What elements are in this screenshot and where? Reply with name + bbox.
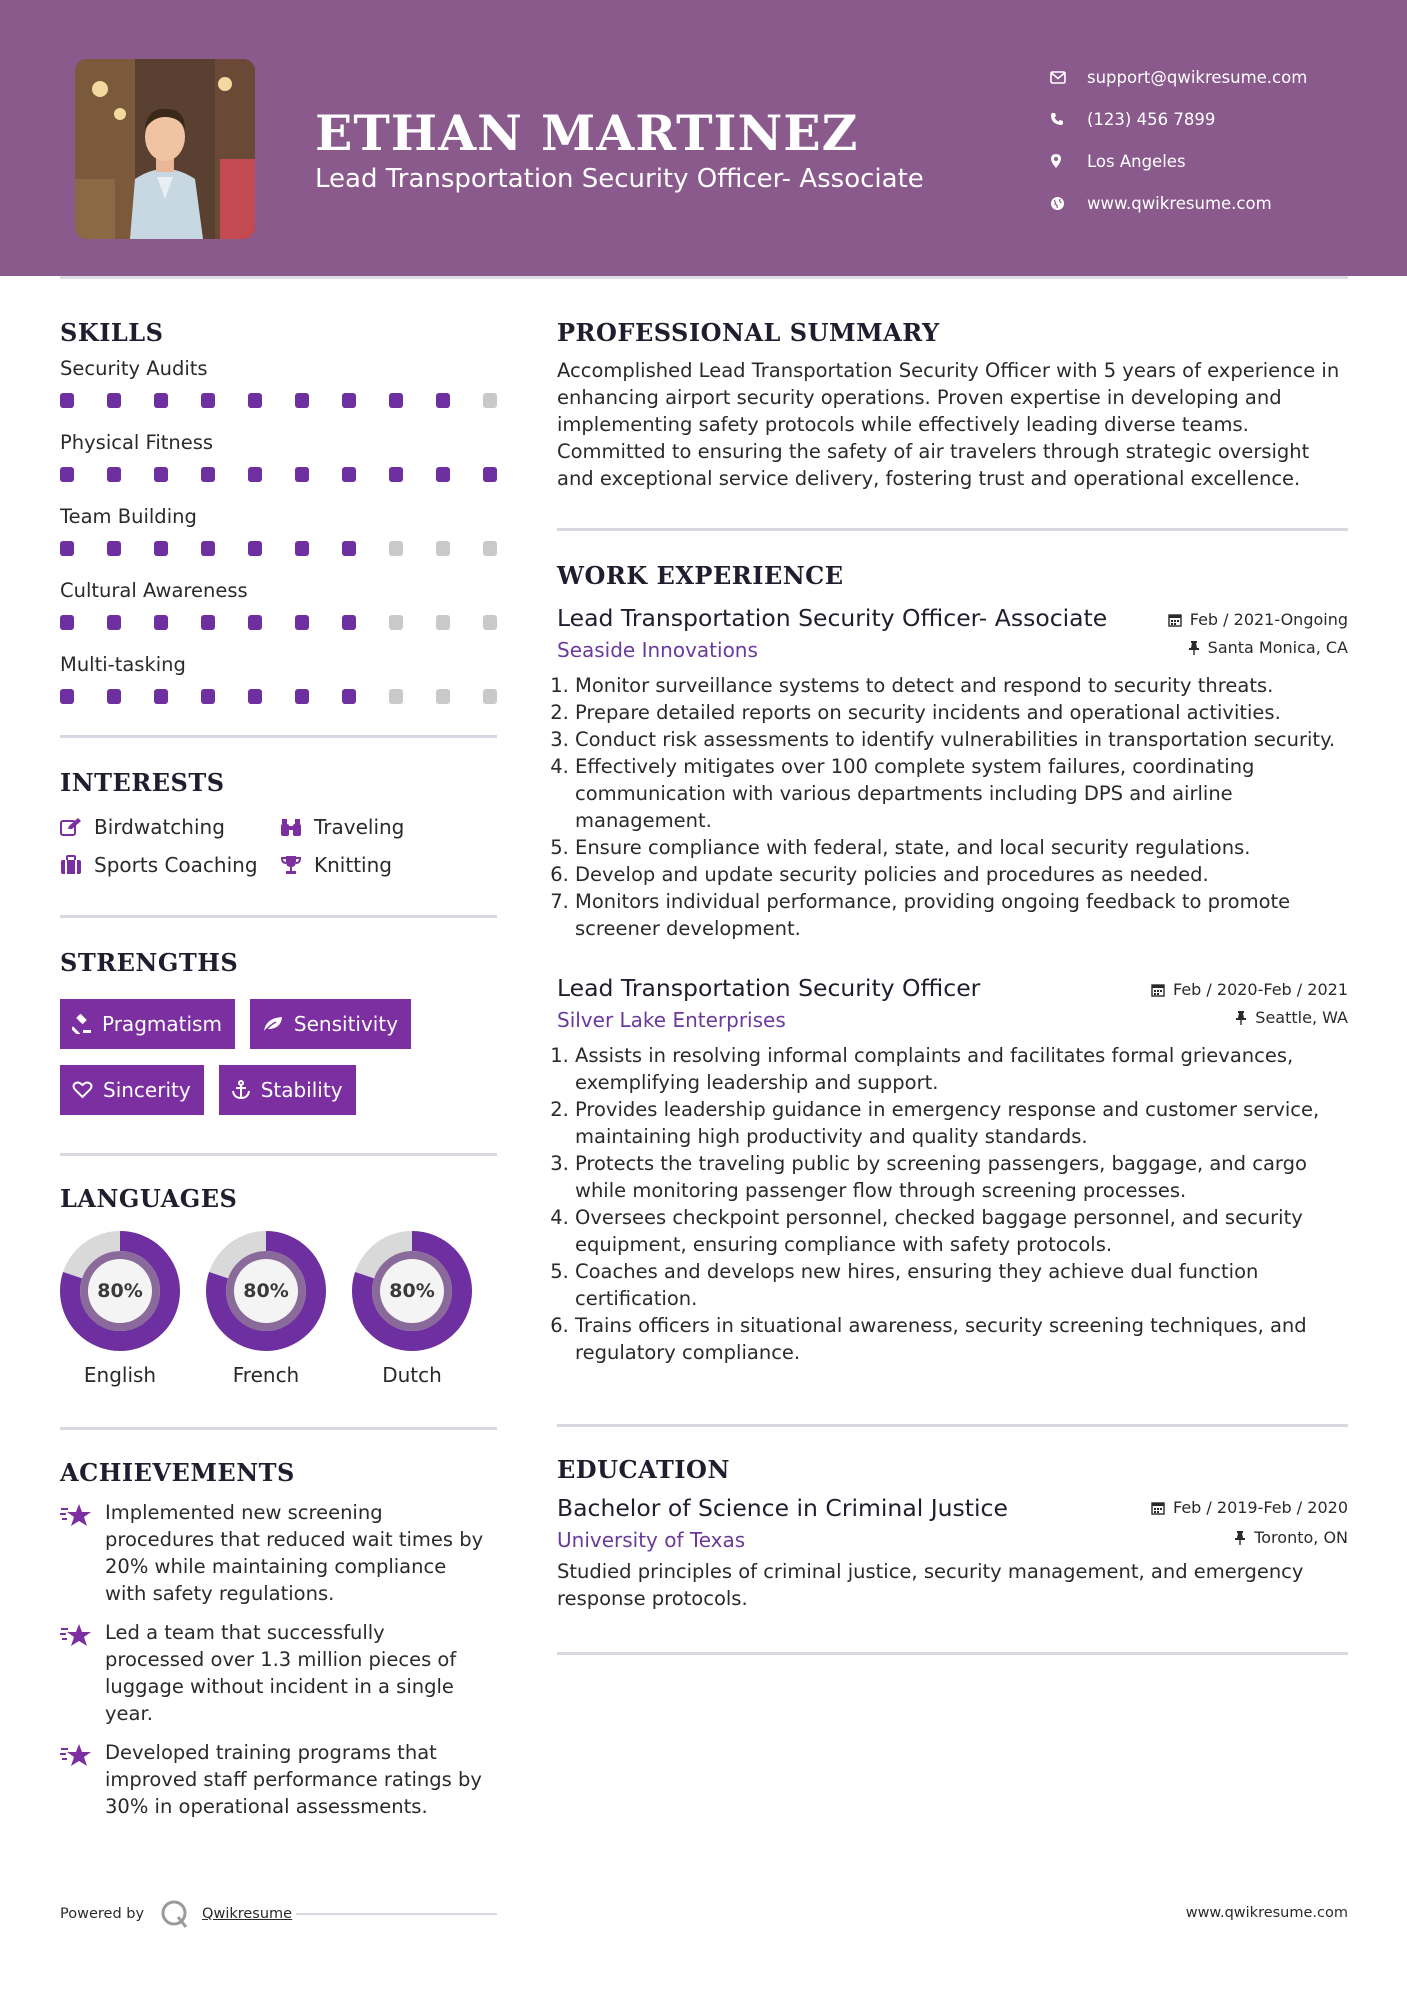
job-dates-text: Feb / 2021-Ongoing [1189, 610, 1348, 629]
rating-dot-filled [389, 393, 403, 408]
achievement-item [60, 1739, 497, 1820]
skill-rating [60, 385, 497, 427]
education-location [1234, 1528, 1348, 1547]
duty-item: 6. Trains officers in situational awareness, security screening techniques, and regulatory compliance. [575, 1312, 1348, 1366]
section-divider [60, 1153, 497, 1156]
resume-header [0, 0, 1407, 276]
job-entry [557, 604, 1348, 942]
footer-url[interactable]: www.qwikresume.com [1185, 1905, 1348, 1921]
strength-label: Pragmatism [102, 1012, 222, 1036]
gavel-icon [72, 1014, 92, 1034]
rating-dot-filled [60, 393, 74, 408]
leaf-icon [262, 1015, 284, 1033]
rating-dot-filled [436, 467, 450, 482]
job-location-text: Santa Monica, CA [1207, 638, 1348, 657]
duty-item: 1. Assists in resolving informal complaints and facilitates formal grievances, exemplifying leadership and support. [575, 1042, 1348, 1096]
contact-phone[interactable] [1050, 98, 1390, 140]
education-title: EDUCATION [557, 1455, 730, 1484]
qwikresume-logo-icon [158, 1897, 192, 1931]
contact-website-text: www.qwikresume.com [1087, 193, 1272, 213]
education-subheader [557, 1528, 1348, 1552]
rating-dot-filled [248, 393, 262, 408]
interest-label: Knitting [314, 853, 392, 877]
section-divider [557, 1424, 1348, 1427]
summary-section [557, 318, 1348, 492]
job-header [557, 604, 1348, 632]
section-divider [60, 1427, 497, 1430]
rating-dot-filled [295, 615, 309, 630]
skill-rating [60, 459, 497, 501]
rating-dot-filled [107, 541, 121, 556]
job-location [1235, 1008, 1348, 1027]
heart-icon [72, 1081, 93, 1099]
skill-rating [60, 681, 497, 723]
rating-dot-filled [107, 467, 121, 482]
strength-label: Sincerity [103, 1078, 191, 1102]
duty-item: 7. Monitors individual performance, providing ongoing feedback to promote screener development. [575, 888, 1348, 942]
rating-dot-filled [389, 467, 403, 482]
language-name: English [83, 1363, 157, 1387]
star-badge-icon [60, 1619, 105, 1727]
rating-dot-filled [342, 615, 356, 630]
rating-dot-filled [295, 541, 309, 556]
binoculars-icon [280, 817, 302, 837]
duty-item: 2. Prepare detailed reports on security incidents and operational activities. [575, 699, 1348, 726]
interest-item [280, 815, 480, 839]
job-subheader [557, 1008, 1348, 1032]
skills-title: SKILLS [60, 318, 164, 347]
education-dates [1151, 1498, 1348, 1517]
section-divider [557, 1652, 1348, 1655]
school-name: University of Texas [557, 1528, 746, 1552]
profile-photo [75, 59, 255, 239]
envelope-icon [1050, 71, 1087, 84]
rating-dot-empty [483, 689, 497, 704]
rating-dot-empty [389, 689, 403, 704]
skills-list [60, 353, 497, 723]
pushpin-icon [1188, 640, 1200, 655]
rating-dot-empty [483, 615, 497, 630]
job-dates-text: Feb / 2020-Feb / 2021 [1173, 980, 1348, 999]
rating-dot-filled [342, 467, 356, 482]
star-badge-icon [60, 1739, 105, 1820]
powered-by-text: Powered by [60, 1906, 145, 1922]
duty-item: 1. Monitor surveillance systems to detect and respond to security threats. [575, 672, 1348, 699]
contact-list [1050, 56, 1390, 224]
strength-tag [60, 999, 235, 1049]
job-location [1188, 638, 1348, 657]
skill-name: Cultural Awareness [60, 579, 248, 602]
rating-dot-filled [107, 393, 121, 408]
interest-label: Traveling [314, 815, 405, 839]
rating-dot-filled [295, 393, 309, 408]
rating-dot-filled [107, 689, 121, 704]
footer-powered [60, 1897, 497, 1931]
experience-section [557, 561, 1348, 1366]
job-dates [1168, 610, 1348, 629]
summary-title: PROFESSIONAL SUMMARY [557, 318, 940, 347]
rating-dot-filled [342, 689, 356, 704]
section-divider [557, 528, 1348, 531]
strength-label: Sensitivity [293, 1012, 399, 1036]
language-progress-ring [60, 1231, 180, 1351]
brand-link[interactable]: Qwikresume [202, 1906, 293, 1922]
job-duties [557, 672, 1348, 942]
rating-dot-filled [60, 615, 74, 630]
skill-name: Multi-tasking [60, 653, 186, 676]
contact-email[interactable] [1050, 56, 1390, 98]
rating-dot-empty [436, 541, 450, 556]
strength-label: Stability [260, 1078, 343, 1102]
education-location-text: Toronto, ON [1254, 1528, 1348, 1547]
rating-dot-filled [295, 689, 309, 704]
jobs-list [557, 604, 1348, 1366]
duty-item: 3. Protects the traveling public by screening passengers, baggage, and cargo while monitoring passenger flow through screening processes. [575, 1150, 1348, 1204]
star-badge-icon [60, 1499, 105, 1607]
job-subheader [557, 638, 1348, 662]
duty-item: 5. Ensure compliance with federal, state, and local security regulations. [575, 834, 1348, 861]
rating-dot-filled [201, 689, 215, 704]
left-column [60, 318, 497, 1820]
rating-dot-filled [60, 689, 74, 704]
header-divider [60, 276, 1348, 279]
contact-website[interactable] [1050, 182, 1390, 224]
calendar-icon [1168, 613, 1182, 627]
job-title: Lead Transportation Security Officer- Associate [557, 604, 1108, 632]
strength-tag [250, 999, 411, 1049]
education-section [557, 1455, 1348, 1612]
education-dates-text: Feb / 2019-Feb / 2020 [1173, 1498, 1348, 1517]
language-item [206, 1231, 326, 1387]
rating-dot-empty [389, 615, 403, 630]
company-name: Silver Lake Enterprises [557, 1008, 786, 1032]
rating-dot-filled [201, 467, 215, 482]
language-percent: 80% [389, 1280, 435, 1302]
pencil-square-icon [60, 817, 82, 837]
rating-dot-filled [201, 393, 215, 408]
language-item [60, 1231, 180, 1387]
interests-title: INTERESTS [60, 768, 225, 797]
duty-item: 4. Oversees checkpoint personnel, checked baggage personnel, and security equipment, ensuring compliance with safety protocols. [575, 1204, 1348, 1258]
rating-dot-filled [60, 541, 74, 556]
rating-dot-filled [154, 393, 168, 408]
summary-text: Accomplished Lead Transportation Security Officer with 5 years of experience in enhancing airport security operations. Proven expertise in developing and implementing safety protocols while effectively leading diverse teams. Committed to ensuring the safety of air travelers through strategic oversight and exceptional service delivery, fostering trust and operational excellence. [557, 359, 1340, 490]
contact-email-text: support@qwikresume.com [1087, 67, 1308, 87]
rating-dot-filled [154, 615, 168, 630]
duty-item: 6. Develop and update security policies and procedures as needed. [575, 861, 1348, 888]
rating-dot-filled [107, 615, 121, 630]
strengths-title: STRENGTHS [60, 948, 239, 977]
phone-icon [1050, 112, 1087, 126]
interest-item [60, 815, 280, 839]
right-column [557, 318, 1348, 1655]
language-name: French [232, 1363, 300, 1387]
skill-rating [60, 607, 497, 649]
briefcase-icon [60, 855, 82, 875]
rating-dot-filled [342, 541, 356, 556]
job-entry [557, 974, 1348, 1366]
rating-dot-empty [436, 689, 450, 704]
candidate-name: ETHAN MARTINEZ [315, 104, 859, 162]
achievement-text: Developed training programs that improved staff performance ratings by 30% in operational assessments. [105, 1741, 482, 1818]
rating-dot-empty [389, 541, 403, 556]
rating-dot-filled [248, 467, 262, 482]
achievements-section [60, 1458, 497, 1820]
achievements-title: ACHIEVEMENTS [60, 1458, 295, 1487]
trophy-icon [280, 855, 302, 875]
strength-tag [219, 1065, 356, 1115]
company-name: Seaside Innovations [557, 638, 758, 662]
language-progress-ring [206, 1231, 326, 1351]
contact-location-text: Los Angeles [1087, 151, 1186, 171]
achievement-item [60, 1499, 497, 1607]
job-dates [1151, 980, 1348, 999]
strengths-section [60, 948, 497, 1115]
languages-title: LANGUAGES [60, 1184, 238, 1213]
globe-icon [1050, 196, 1087, 211]
duty-item: 4. Effectively mitigates over 100 complete system failures, coordinating communication with various departments including DPS and airline management. [575, 753, 1348, 834]
rating-dot-filled [295, 467, 309, 482]
rating-dot-empty [436, 615, 450, 630]
interest-label: Birdwatching [94, 815, 225, 839]
languages-list [60, 1231, 497, 1387]
rating-dot-filled [201, 615, 215, 630]
duty-item: 2. Provides leadership guidance in emergency response and customer service, maintaining high productivity and quality standards. [575, 1096, 1348, 1150]
rating-dot-filled [154, 541, 168, 556]
section-divider [60, 735, 497, 738]
calendar-icon [1151, 1501, 1165, 1515]
interests-section [60, 768, 497, 877]
contact-phone-text: (123) 456 7899 [1087, 109, 1216, 129]
skill-name: Team Building [60, 505, 197, 528]
job-location-text: Seattle, WA [1255, 1008, 1348, 1027]
rating-dot-empty [483, 393, 497, 408]
achievements-list [60, 1499, 497, 1820]
rating-dot-filled [60, 467, 74, 482]
rating-dot-filled [154, 689, 168, 704]
calendar-icon [1151, 983, 1165, 997]
language-item [352, 1231, 472, 1387]
interests-list [60, 815, 497, 877]
section-divider [60, 915, 497, 918]
rating-dot-empty [483, 541, 497, 556]
language-name: Dutch [382, 1363, 442, 1387]
languages-section [60, 1184, 497, 1387]
rating-dot-filled [248, 689, 262, 704]
education-header [557, 1494, 1348, 1522]
strengths-list [60, 999, 480, 1115]
rating-dot-filled [483, 467, 497, 482]
contact-location [1050, 140, 1390, 182]
interest-item [60, 853, 280, 877]
candidate-title: Lead Transportation Security Officer- Associate [315, 164, 924, 194]
footer-rule [296, 1913, 497, 1915]
language-progress-ring [352, 1231, 472, 1351]
skills-section [60, 318, 497, 723]
rating-dot-filled [342, 393, 356, 408]
language-percent: 80% [243, 1280, 289, 1302]
achievement-text: Led a team that successfully processed over 1.3 million pieces of luggage without incident in a single year. [105, 1621, 457, 1725]
rating-dot-filled [436, 393, 450, 408]
interest-item [280, 853, 480, 877]
achievement-item [60, 1619, 497, 1727]
duty-item: 5. Coaches and develops new hires, ensuring they achieve dual function certification. [575, 1258, 1348, 1312]
achievement-text: Implemented new screening procedures that reduced wait times by 20% while maintaining compliance with safety regulations. [105, 1501, 484, 1605]
pushpin-icon [1234, 1530, 1246, 1545]
job-header [557, 974, 1348, 1002]
location-pin-icon [1050, 153, 1087, 169]
duty-item: 3. Conduct risk assessments to identify vulnerabilities in transportation security. [575, 726, 1348, 753]
language-percent: 80% [97, 1280, 143, 1302]
skill-name: Physical Fitness [60, 431, 214, 454]
education-description: Studied principles of criminal justice, security management, and emergency response protocols. [557, 1560, 1304, 1610]
pushpin-icon [1235, 1010, 1247, 1025]
anchor-icon [231, 1080, 251, 1100]
job-duties [557, 1042, 1348, 1366]
strength-tag [60, 1065, 204, 1115]
skill-name: Security Audits [60, 357, 208, 380]
experience-title: WORK EXPERIENCE [557, 561, 844, 590]
rating-dot-filled [154, 467, 168, 482]
interest-label: Sports Coaching [94, 853, 258, 877]
skill-rating [60, 533, 497, 575]
rating-dot-filled [248, 615, 262, 630]
rating-dot-filled [201, 541, 215, 556]
job-title: Lead Transportation Security Officer [557, 974, 981, 1002]
rating-dot-filled [248, 541, 262, 556]
degree-title: Bachelor of Science in Criminal Justice [557, 1494, 1008, 1522]
